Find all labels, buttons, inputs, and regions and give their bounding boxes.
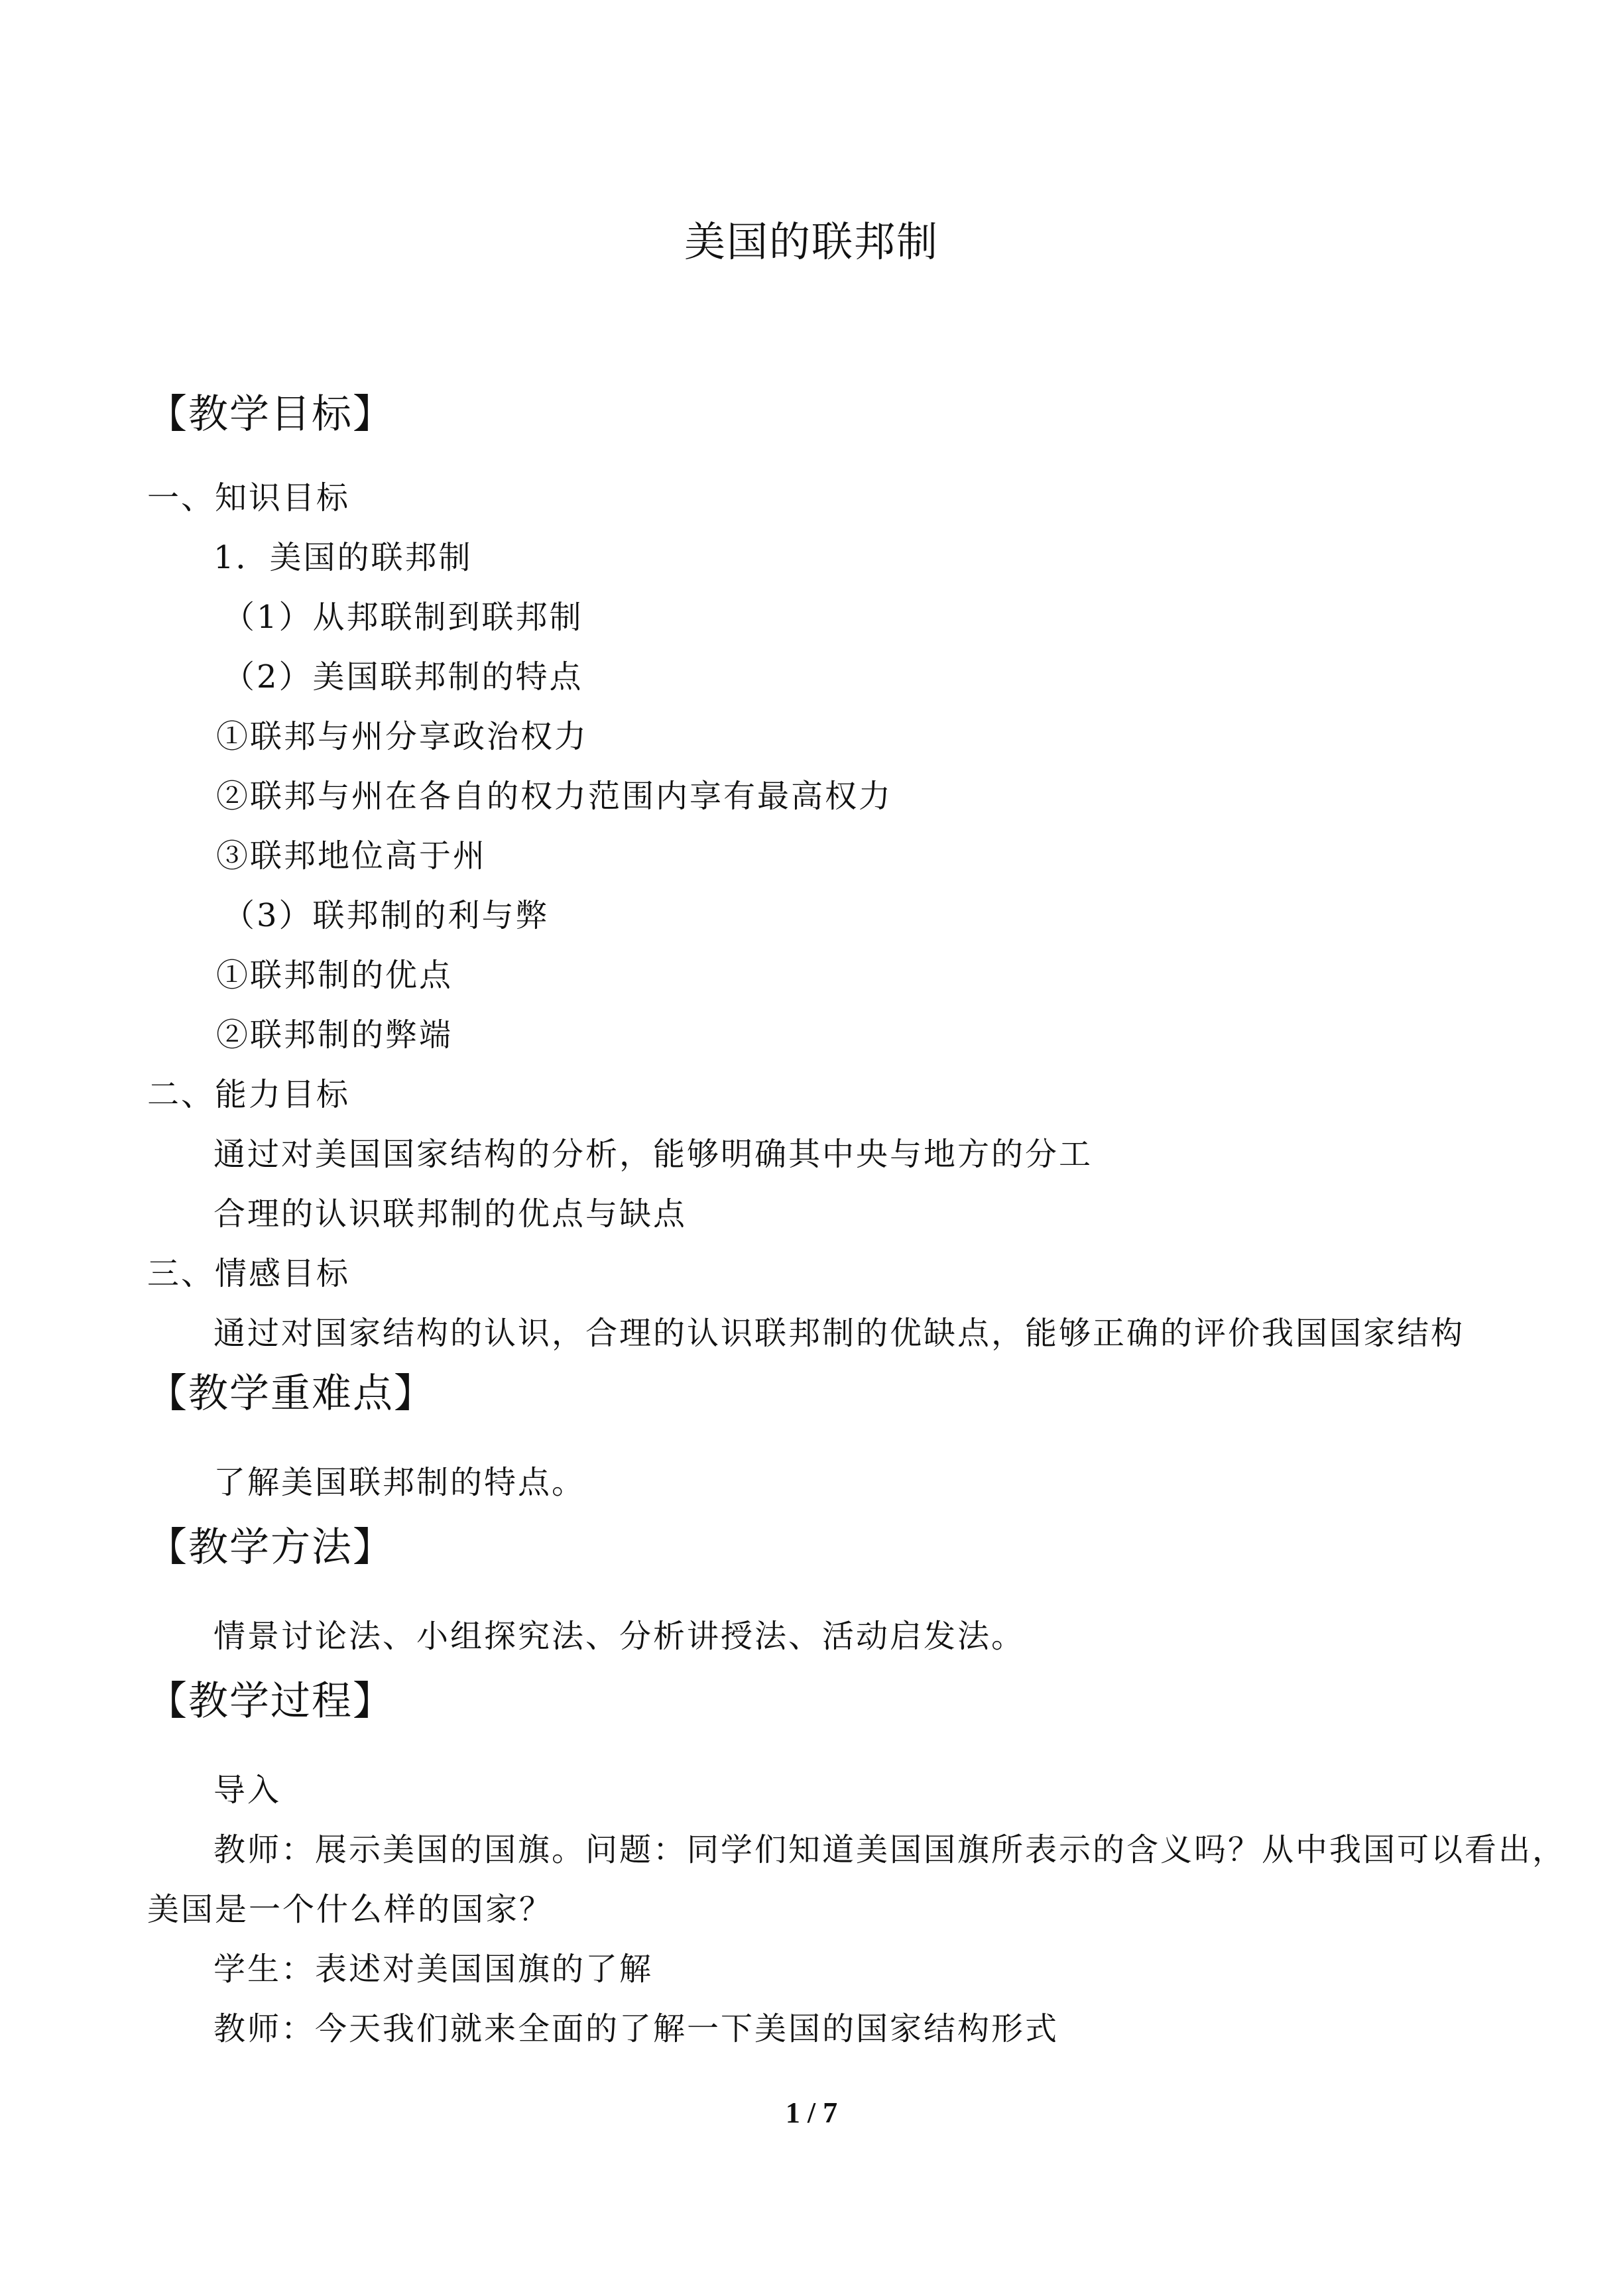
sub-item: （3）联邦制的利与弊 xyxy=(223,897,550,934)
key-points-heading: 【教学重难点】 xyxy=(147,1370,435,1417)
knowledge-objectives-heading: 一、知识目标 xyxy=(147,479,351,516)
paragraph: 教师：今天我们就来全面的了解一下美国的国家结构形式 xyxy=(213,2010,1059,2047)
list-item: ①联邦与州分享政治权力 xyxy=(216,718,589,755)
objectives-heading: 【教学目标】 xyxy=(147,391,394,438)
list-item: ②联邦与州在各自的权力范围内享有最高权力 xyxy=(216,778,893,815)
list-item: ③联邦地位高于州 xyxy=(216,837,487,875)
paragraph: 通过对国家结构的认识，合理的认识联邦制的优缺点，能够正确的评价我国国家结构 xyxy=(213,1315,1465,1352)
page-number: 1 / 7 xyxy=(785,2096,838,2129)
paragraph: 情景讨论法、小组探究法、分析讲授法、活动启发法。 xyxy=(213,1618,1026,1655)
document-title: 美国的联邦制 xyxy=(684,217,939,266)
emotion-objectives-heading: 三、情感目标 xyxy=(147,1255,351,1292)
paragraph: 了解美国联邦制的特点。 xyxy=(213,1464,586,1501)
paragraph: 学生：表述对美国国旗的了解 xyxy=(213,1951,654,1988)
process-heading: 【教学过程】 xyxy=(147,1678,394,1724)
list-item: ①联邦制的优点 xyxy=(216,957,453,994)
paragraph: 通过对美国国家结构的分析，能够明确其中央与地方的分工 xyxy=(213,1136,1093,1173)
paragraph: 教师：展示美国的国旗。问题：同学们知道美国国旗所表示的含义吗？从中我国可以看出， xyxy=(213,1831,1567,1868)
list-item: ②联邦制的弊端 xyxy=(216,1016,453,1054)
paragraph: 美国是一个什么样的国家？ xyxy=(147,1891,554,1928)
methods-heading: 【教学方法】 xyxy=(147,1524,394,1571)
paragraph: 导入 xyxy=(213,1772,282,1809)
paragraph: 合理的认识联邦制的优点与缺点 xyxy=(213,1195,688,1233)
ability-objectives-heading: 二、能力目标 xyxy=(147,1076,351,1113)
knowledge-item: 1．美国的联邦制 xyxy=(213,539,473,576)
sub-item: （1）从邦联制到联邦制 xyxy=(223,599,583,636)
sub-item: （2）美国联邦制的特点 xyxy=(223,658,583,695)
